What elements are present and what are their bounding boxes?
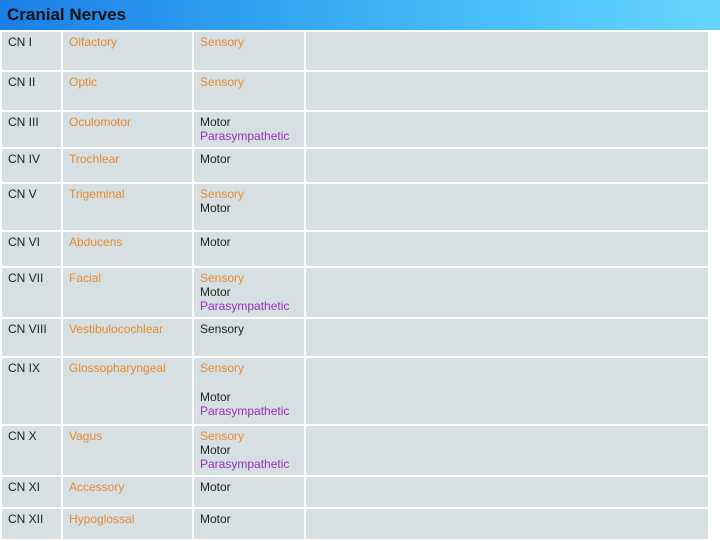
function-label: Motor	[200, 480, 231, 494]
function-cell	[193, 111, 305, 148]
cn-number-cell: CN IV	[1, 148, 62, 183]
function-label: Motor	[200, 235, 231, 249]
function-label: Parasympathetic	[200, 404, 290, 418]
page-title: Cranial Nerves	[7, 5, 127, 24]
cn-number-cell: CN IX	[1, 357, 62, 425]
cn-number-cell: CN VIII	[1, 318, 62, 357]
notes-cell	[305, 476, 709, 508]
notes-cell	[305, 267, 709, 318]
table-row	[1, 267, 709, 318]
function-cell	[193, 318, 305, 357]
function-cell	[193, 148, 305, 183]
function-label: Sensory	[200, 429, 245, 443]
function-label: Sensory	[200, 187, 245, 201]
notes-cell	[305, 31, 709, 71]
notes-cell	[305, 357, 709, 425]
nerve-name-cell: Vagus	[62, 425, 193, 476]
function-label: Motor	[200, 152, 231, 166]
cn-number-cell: CN XII	[1, 508, 62, 540]
table-row	[1, 476, 709, 508]
cn-number-cell: CN II	[1, 71, 62, 111]
function-cell	[193, 508, 305, 540]
function-cell	[193, 231, 305, 267]
function-cell	[193, 31, 305, 71]
nerve-name-cell: Accessory	[62, 476, 193, 508]
function-cell	[193, 267, 305, 318]
notes-cell	[305, 508, 709, 540]
table-row	[1, 148, 709, 183]
function-label: Parasympathetic	[200, 129, 290, 143]
table-row	[1, 71, 709, 111]
cn-number-cell: CN XI	[1, 476, 62, 508]
table-row	[1, 31, 709, 71]
function-label: Parasympathetic	[200, 457, 290, 471]
function-label: Motor	[200, 443, 231, 457]
notes-cell	[305, 231, 709, 267]
function-label: Motor	[200, 285, 231, 299]
nerve-name-cell: Optic	[62, 71, 193, 111]
cn-number-cell: CN VII	[1, 267, 62, 318]
function-label: Sensory	[200, 75, 245, 89]
table-row	[1, 425, 709, 476]
title-bar	[0, 0, 720, 30]
cranial-nerves-table	[0, 30, 710, 541]
function-label: Sensory	[200, 322, 245, 336]
table-row	[1, 508, 709, 540]
table-row	[1, 231, 709, 267]
cn-number-cell: CN X	[1, 425, 62, 476]
nerve-name-cell: Vestibulocochlear	[62, 318, 193, 357]
nerve-name-cell: Trigeminal	[62, 183, 193, 231]
function-label: Sensory	[200, 271, 245, 285]
table-row	[1, 318, 709, 357]
function-cell	[193, 183, 305, 231]
function-cell	[193, 425, 305, 476]
nerve-name-cell: Olfactory	[62, 31, 193, 71]
function-label: Motor	[200, 201, 231, 215]
notes-cell	[305, 425, 709, 476]
nerve-name-cell: Facial	[62, 267, 193, 318]
notes-cell	[305, 318, 709, 357]
function-label: Sensory	[200, 35, 245, 49]
cn-number-cell: CN VI	[1, 231, 62, 267]
cn-number-cell: CN V	[1, 183, 62, 231]
table-body	[1, 31, 709, 540]
table-row	[1, 111, 709, 148]
cn-number-cell: CN I	[1, 31, 62, 71]
function-label: Motor	[200, 115, 231, 129]
notes-cell	[305, 183, 709, 231]
nerve-name-cell: Trochlear	[62, 148, 193, 183]
notes-cell	[305, 148, 709, 183]
notes-cell	[305, 71, 709, 111]
nerve-name-cell: Abducens	[62, 231, 193, 267]
function-label: Motor	[200, 512, 231, 526]
table-row	[1, 357, 709, 425]
function-cell	[193, 476, 305, 508]
nerve-name-cell: Glossopharyngeal	[62, 357, 193, 425]
function-cell	[193, 357, 305, 425]
nerve-name-cell: Hypoglossal	[62, 508, 193, 540]
function-cell	[193, 71, 305, 111]
notes-cell	[305, 111, 709, 148]
function-label: Parasympathetic	[200, 299, 290, 313]
table-row	[1, 183, 709, 231]
nerve-name-cell: Oculomotor	[62, 111, 193, 148]
function-label: Motor	[200, 390, 231, 404]
cn-number-cell: CN III	[1, 111, 62, 148]
function-label: Sensory	[200, 361, 245, 375]
